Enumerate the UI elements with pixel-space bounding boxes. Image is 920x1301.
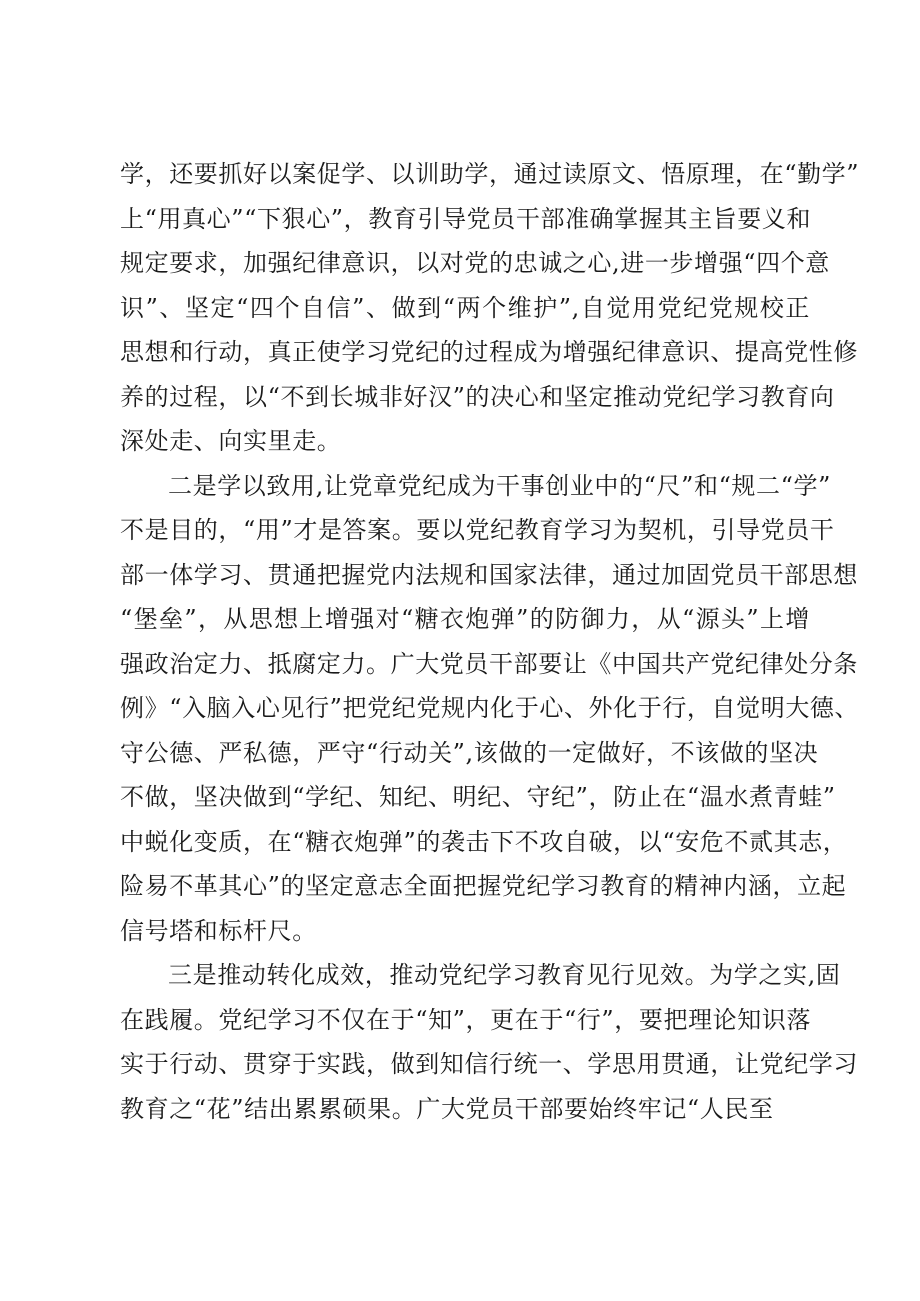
text-line: 上“用真心”“下狠心”，教育引导党员干部准确掌握其主旨要义和 xyxy=(120,204,812,233)
text-line: 不是目的，“用”才是答案。要以党纪教育学习为契机，引导党员干 xyxy=(120,516,835,544)
text-line: 守公德、严私德，严守“行动关”,该做的一定做好，不该做的坚决 xyxy=(120,738,819,767)
paragraph-1 xyxy=(120,152,860,464)
text-line: 信号塔和标杆尺。 xyxy=(120,916,317,945)
text-line: 深处走、向实里走。 xyxy=(120,427,342,455)
text-line: 中蜕化变质，在“糖衣炮弹”的袭击下不攻自破，以“安危不贰其志， xyxy=(120,827,848,856)
paragraph-2 xyxy=(120,464,860,954)
document-body xyxy=(120,152,860,1131)
text-line: 学，还要抓好以案促学、以训助学，通过读原文、悟原理，在“勤学” xyxy=(120,160,860,188)
text-line: 例》“入脑入心见行”把党纪党规内化于心、外化于行，自觉明大德、 xyxy=(120,694,860,722)
text-line: 思想和行动，真正使学习党纪的过程成为增强纪律意识、提高党性修 xyxy=(120,338,858,366)
text-line: 二是学以致用,让党章党纪成为干事创业中的“尺”和“规二“学” xyxy=(168,471,831,500)
text-line: 不做，坚决做到“学纪、知纪、明纪、守纪”，防止在“温水煮青蛙” xyxy=(120,783,836,811)
text-line: 教育之“花”结出累累硕果。广大党员干部要始终牢记“人民至 xyxy=(120,1094,774,1123)
text-line: 在践履。党纪学习不仅在于“知”，更在于“行”，要把理论知识落 xyxy=(120,1005,812,1034)
text-line: 规定要求，加强纪律意识，以对党的忠诚之心,进一步增强“四个意 xyxy=(120,249,830,277)
text-line: 强政治定力、抵腐定力。广大党员干部要让《中国共产党纪律处分条 xyxy=(120,649,858,678)
text-line: 养的过程，以“不到长城非好汉”的决心和坚定推动党纪学习教育向 xyxy=(120,382,835,411)
text-line: 识”、坚定“四个自信”、做到“两个维护”,自觉用党纪党规校正 xyxy=(120,293,810,322)
text-line: 部一体学习、贯通把握党内法规和国家法律，通过加固党员干部思想 xyxy=(120,560,858,589)
paragraph-3 xyxy=(120,953,858,1131)
text-line: 实于行动、贯穿于实践，做到知信行统一、学思用贯通，让党纪学习 xyxy=(120,1050,858,1078)
text-line: “堡垒”，从思想上增强对“糖衣炮弹”的防御力，从“源头”上增 xyxy=(120,605,810,633)
text-line: 险易不革其心”的坚定意志全面把握党纪学习教育的精神内涵，立起 xyxy=(120,872,847,900)
text-line: 三是推动转化成效，推动党纪学习教育见行见效。为学之实,固 xyxy=(168,961,841,989)
